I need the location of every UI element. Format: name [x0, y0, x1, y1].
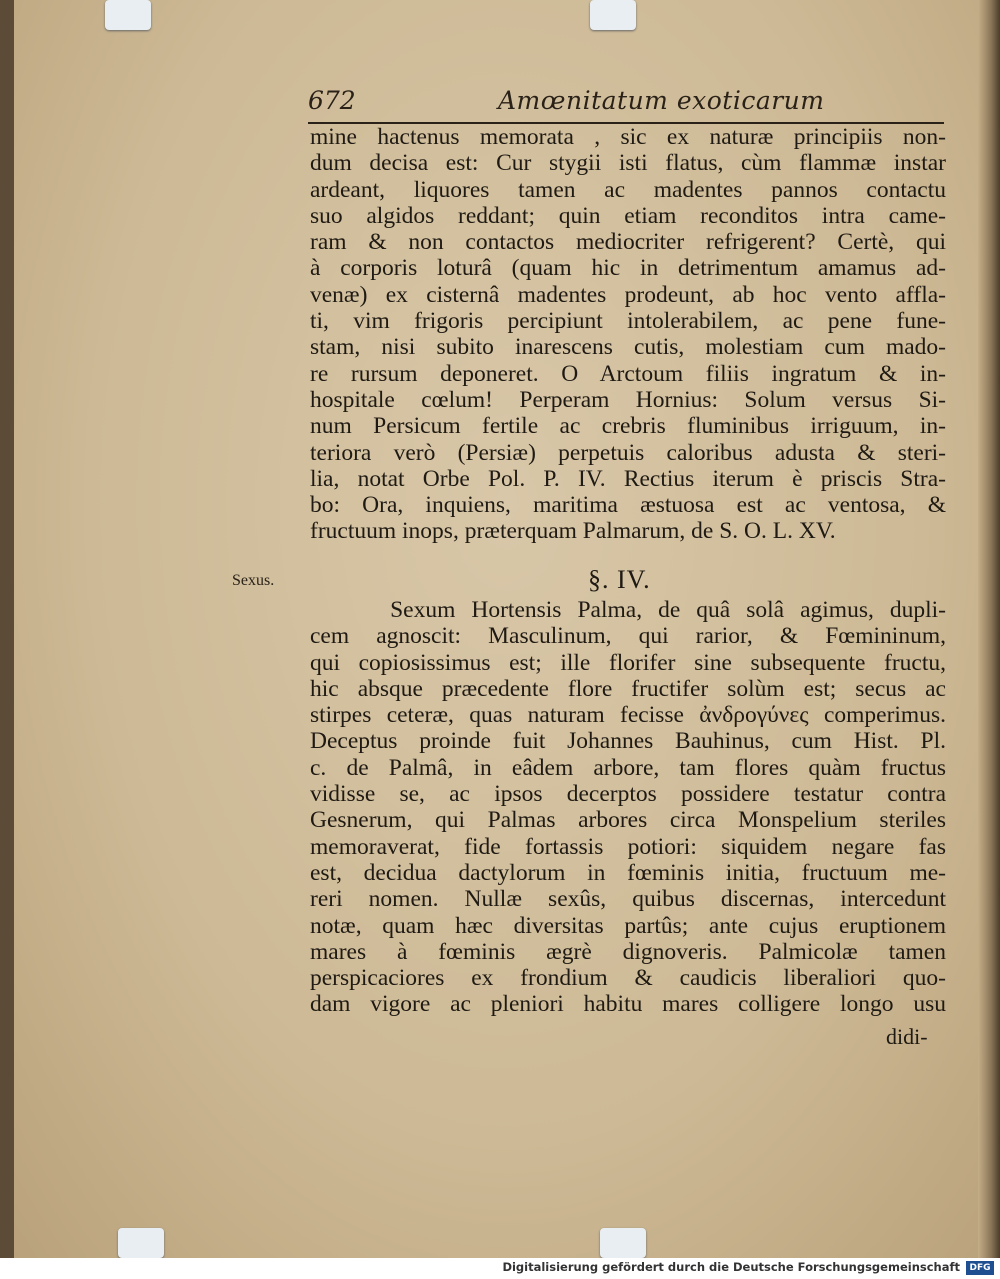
text-line: est, decidua dactylorum in fœminis initia, fructuum me-: [310, 859, 946, 886]
funding-credit: Digitalisierung gefördert durch die Deutsche Forschungsgemeinschaft: [502, 1260, 960, 1274]
text-block-2: [310, 597, 946, 1018]
text-line: qui copiosissimus est; ille florifer sine subsequente fructu,: [310, 649, 946, 676]
text-line: à corporis loturâ (quam hic in detrimentum amamus ad-: [310, 255, 946, 282]
text-line: bo: Ora, inquiens, maritima æstuosa est ac ventosa, &: [310, 492, 946, 519]
page-clip: [118, 1228, 164, 1258]
text-line: re rursum deponeret. O Arctoum filiis ingratum & in-: [310, 360, 946, 387]
text-line: cem agnoscit: Masculinum, qui rarior, & Fœmininum,: [310, 623, 946, 650]
footer-bar: [0, 1258, 1000, 1279]
text-line: num Persicum fertile ac crebris fluminibus irriguum, in-: [310, 413, 946, 440]
text-line: Sexum Hortensis Palma, de quâ solâ agimus, dupli-: [310, 597, 946, 623]
text-line: dum decisa est: Cur stygii isti flatus, cùm flammæ instar: [310, 150, 946, 177]
text-line: hic absque præcedente flore fructifer solùm est; secus ac: [310, 675, 946, 702]
text-line: hospitale cœlum! Perperam Hornius: Solum versus Si-: [310, 386, 946, 413]
section-heading: §. IV.: [588, 565, 651, 594]
page-clip: [105, 0, 151, 30]
margin-note: Sexus.: [232, 572, 275, 589]
text-line: c. de Palmâ, in eâdem arbore, tam flores quàm fructus: [310, 754, 946, 781]
page-header: [308, 82, 948, 126]
text-line: ti, vim frigoris percipiunt intolerabilem, ac pene fune-: [310, 308, 946, 335]
text-line: Deceptus proinde fuit Johannes Bauhinus, cum Hist. Pl.: [310, 728, 946, 755]
text-line: ardeant, liquores tamen ac madentes pannos contactu: [310, 176, 946, 203]
text-line: reri nomen. Nullæ sexûs, quibus discernas, intercedunt: [310, 886, 946, 913]
text-line: perspicaciores ex frondium & caudicis liberaliori quo-: [310, 965, 946, 992]
text-line: mares à fœminis ægrè dignoveris. Palmicolæ tamen: [310, 938, 946, 965]
text-line: mine hactenus memorata , sic ex naturæ principiis non-: [310, 124, 946, 150]
catchword: didi-: [886, 1024, 928, 1049]
text-line: stam, nisi subito inarescens cutis, molestiam cum mado-: [310, 334, 946, 361]
text-line: teriora verò (Persiæ) perpetuis caloribus adusta & steri-: [310, 439, 946, 466]
page-edge: [978, 0, 1000, 1258]
text-line: suo algidos reddant; quin etiam reconditos intra came-: [310, 202, 946, 229]
text-line: fructuum inops, præterquam Palmarum, de S. O. L. XV.: [310, 518, 836, 545]
dfg-logo-icon[interactable]: DFG: [966, 1261, 994, 1275]
running-title: Amœnitatum exoticarum: [498, 86, 825, 115]
text-line: Gesnerum, qui Palmas arbores circa Monspelium steriles: [310, 807, 946, 834]
text-line: notæ, quam hæc diversitas partûs; ante cujus eruptionem: [310, 912, 946, 939]
page-clip: [600, 1228, 646, 1258]
text-line: vidisse se, ac ipsos decerptos possidere testatur contra: [310, 781, 946, 808]
text-line: stirpes ceteræ, quas naturam fecisse ἀνδρογύνες comperimus.: [310, 702, 946, 729]
text-block-1: [310, 124, 946, 545]
text-line: lia, notat Orbe Pol. P. IV. Rectius iterum è priscis Stra-: [310, 465, 946, 492]
text-line: venæ) ex cisternâ madentes prodeunt, ab hoc vento affla-: [310, 281, 946, 308]
text-line: ram & non contactos mediocriter refrigerent? Certè, qui: [310, 229, 946, 256]
text-line: memoraverat, fide fortassis potiori: siquidem negare fas: [310, 833, 946, 860]
text-line: dam vigore ac pleniori habitu mares colligere longo usu: [310, 991, 946, 1018]
page-number: 672: [308, 86, 356, 115]
page-clip: [590, 0, 636, 30]
